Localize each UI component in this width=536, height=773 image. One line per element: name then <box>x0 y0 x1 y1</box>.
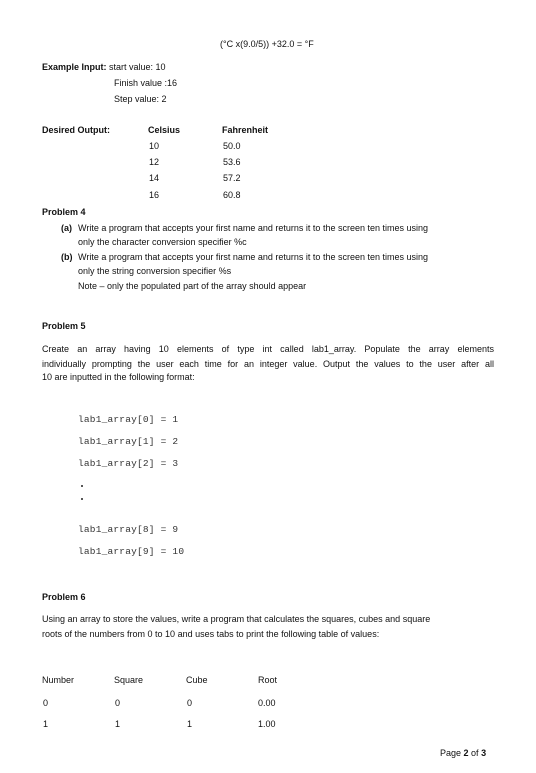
page-of: of <box>468 748 482 758</box>
table-cell: 53.6 <box>223 157 241 167</box>
page-prefix: Page <box>440 748 464 758</box>
number-header: Number <box>42 675 75 685</box>
fahrenheit-header: Fahrenheit <box>222 125 269 135</box>
code-line: lab1_array[0] = 1 <box>78 414 179 425</box>
problem-6-line: roots of the numbers from 0 to 10 and uses tabs to print the following table of values: <box>42 629 380 639</box>
example-finish-value: Finish value :16 <box>114 78 178 88</box>
table-cell: 0 <box>115 698 121 708</box>
table-cell: 1 <box>43 719 49 729</box>
problem-4a-marker: (a) <box>61 223 72 233</box>
table-cell: 1.00 <box>258 719 276 729</box>
code-line: lab1_array[8] = 9 <box>78 524 179 535</box>
problem-5-title: Problem 5 <box>42 321 86 331</box>
root-header: Root <box>258 675 278 685</box>
table-cell: 16 <box>149 190 160 200</box>
table-cell: 1 <box>115 719 121 729</box>
code-line: lab1_array[2] = 3 <box>78 458 179 469</box>
table-cell: 10 <box>149 141 160 151</box>
code-line: lab1_array[1] = 2 <box>78 436 179 447</box>
table-cell: 0 <box>187 698 193 708</box>
desired-output-label: Desired Output: <box>42 125 111 135</box>
problem-4a-line: only the character conversion specifier %c <box>78 237 247 247</box>
table-cell: 60.8 <box>223 190 241 200</box>
ellipsis-dot <box>81 485 83 487</box>
celsius-header: Celsius <box>148 125 181 135</box>
table-cell: 50.0 <box>223 141 241 151</box>
code-line: lab1_array[9] = 10 <box>78 546 185 557</box>
table-cell: 0.00 <box>258 698 276 708</box>
page-total: 3 <box>481 748 487 758</box>
formula: (°C x(9.0/5)) +32.0 = °F <box>220 39 314 49</box>
example-step-value: Step value: 2 <box>114 94 167 104</box>
problem-5-line: Create an array having 10 elements of type int called lab1_array. Populate the array elements <box>42 344 494 354</box>
problem-5-line: 10 are inputted in the following format: <box>42 372 195 382</box>
problem-4-note: Note – only the populated part of the array should appear <box>78 281 307 291</box>
ellipsis-dot <box>81 498 83 500</box>
table-cell: 12 <box>149 157 160 167</box>
table-cell: 57.2 <box>223 173 241 183</box>
problem-4b-line: only the string conversion specifier %s <box>78 266 232 276</box>
example-input-label: Example Input: <box>42 62 107 72</box>
problem-4-title: Problem 4 <box>42 207 86 217</box>
example-input <box>42 62 166 72</box>
problem-4a-line: Write a program that accepts your first name and returns it to the screen ten times using <box>78 223 428 233</box>
problem-4b-line: Write a program that accepts your first name and returns it to the screen ten times using <box>78 252 428 262</box>
problem-6-title: Problem 6 <box>42 592 86 602</box>
page-current: 2 <box>463 748 469 758</box>
square-header: Square <box>114 675 144 685</box>
cube-header: Cube <box>186 675 208 685</box>
problem-5-line: individually prompting the user each time for an integer value. Output the values to the user after all <box>42 359 494 369</box>
problem-4b-marker: (b) <box>61 252 73 262</box>
page-number <box>440 748 486 758</box>
example-start-value: start value: 10 <box>109 62 166 72</box>
table-cell: 14 <box>149 173 160 183</box>
table-cell: 0 <box>43 698 49 708</box>
table-cell: 1 <box>187 719 193 729</box>
problem-6-line: Using an array to store the values, write a program that calculates the squares, cubes and square <box>42 614 431 624</box>
